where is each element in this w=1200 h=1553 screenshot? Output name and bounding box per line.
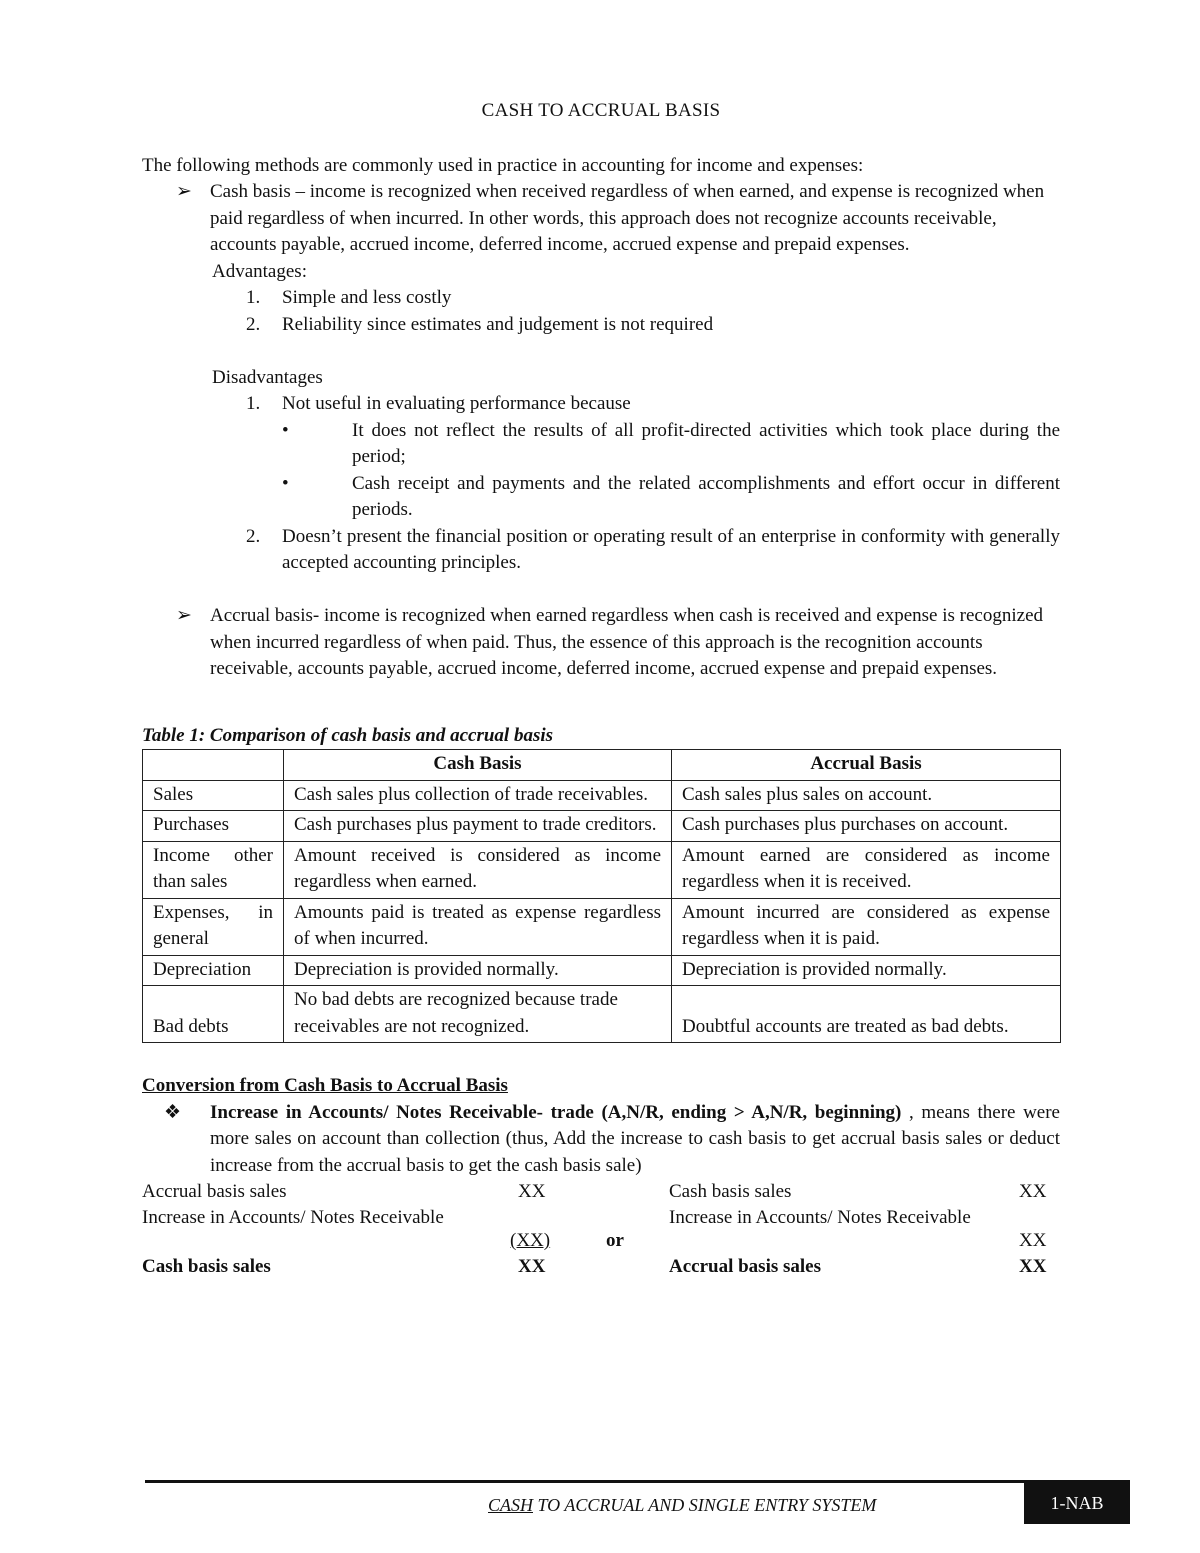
list-item: 2. Doesn’t present the financial position or operating result of an enterprise in conformity with generally accepted accounting principles. (246, 525, 1060, 573)
cash-basis-item (142, 179, 1060, 577)
table-cell: Amount earned are considered as income regardless when it is received. (672, 841, 1061, 898)
conversion-item-text: , means there were more sales on account than collection (thus, Add the increase to cash basis to get accrual basis sales or deduct increase from the accrual basis to get the cash basis sale) (210, 1101, 1060, 1176)
disadvantages-label: Disadvantages (212, 366, 323, 388)
advantages-label: Advantages: (212, 260, 307, 282)
row-label-cell: Expenses, in general (143, 898, 284, 955)
table-cell: Cash purchases plus payment to trade creditors. (284, 811, 672, 842)
table-row (143, 780, 1061, 811)
advantages-list (210, 285, 1060, 338)
page-content (142, 98, 1060, 1289)
column-header: Cash Basis (284, 750, 672, 781)
table-row (143, 955, 1061, 986)
table-row (143, 898, 1061, 955)
conversion-item (142, 1100, 1060, 1180)
table-row (143, 986, 1061, 1043)
page-number-badge: 1-NAB (1024, 1482, 1130, 1524)
calc-value: XX (1019, 1181, 1047, 1202)
diamond-bullet-icon: ❖ (164, 1101, 182, 1123)
row-label-cell: Bad debts (143, 986, 284, 1043)
conversion-item-title: Increase in Accounts/ Notes Receivable- trade (A,N/R, ending > A,N/R, beginning) (210, 1101, 902, 1123)
calc-label: Cash basis sales (669, 1181, 792, 1202)
table-caption: Table 1: Comparison of cash basis and accrual basis (142, 724, 554, 746)
or-label: or (606, 1230, 624, 1251)
footer-title: CASH TO ACCRUAL AND SINGLE ENTRY SYSTEM (488, 1495, 877, 1515)
row-label-cell: Income other than sales (143, 841, 284, 898)
list-item: 2. Reliability since estimates and judgement is not required (246, 313, 714, 335)
table-row (143, 841, 1061, 898)
table-cell: Cash sales plus collection of trade receivables. (284, 780, 672, 811)
calc-total-label: Accrual basis sales (669, 1256, 821, 1277)
table-cell: Cash purchases plus purchases on account. (672, 811, 1061, 842)
conversion-calculation (142, 1179, 1060, 1289)
calc-label: Accrual basis sales (142, 1181, 287, 1202)
footer-rule (145, 1480, 1130, 1483)
table-cell: Amount incurred are considered as expense regardless when it is paid. (672, 898, 1061, 955)
accrual-basis-text: Accrual basis- income is recognized when earned regardless when cash is received and expense is recognized when incurred regardless of when paid. Thus, the essence of this approach is the recognition accounts receivable, accounts payable, accrued income, deferred income, accrued expense and prepaid expenses. (210, 605, 1044, 679)
table-cell: Depreciation is provided normally. (284, 955, 672, 986)
bullet-dot-icon: • (282, 472, 289, 494)
column-header: Accrual Basis (672, 750, 1061, 781)
calc-label: Increase in Accounts/ Notes Receivable (669, 1207, 971, 1228)
row-label-cell: Purchases (143, 811, 284, 842)
table-header-row (143, 750, 1061, 781)
row-label-cell: Sales (143, 780, 284, 811)
bullet-dot-icon: • (282, 419, 289, 441)
calc-value: XX (518, 1181, 546, 1202)
disadvantages-list (210, 391, 1060, 577)
calc-total-label: Cash basis sales (142, 1256, 271, 1277)
calc-total-value: XX (1019, 1256, 1047, 1277)
table-cell: Amounts paid is treated as expense regardless of when incurred. (284, 898, 672, 955)
table-cell: Depreciation is provided normally. (672, 955, 1061, 986)
list-item: 1. Simple and less costly (246, 287, 452, 308)
calc-value: (XX) (510, 1230, 551, 1251)
intro-paragraph: The following methods are commonly used in practice in accounting for income and expenses: (142, 154, 864, 176)
comparison-table (142, 749, 1061, 1043)
page-title: CASH TO ACCRUAL BASIS (481, 100, 721, 121)
table-cell: Cash sales plus sales on account. (672, 780, 1061, 811)
accrual-basis-item (142, 603, 1060, 683)
table-cell: No bad debts are recognized because trade receivables are not recognized. (284, 986, 672, 1043)
arrow-bullet-icon: ➢ (176, 181, 192, 202)
table-cell: Amount received is considered as income regardless when earned. (284, 841, 672, 898)
list-item: 1. Not useful in evaluating performance because • It does not reflect the results of all profit-directed activities which took place during the period; • Cash receipt and payments and the related accomplishments and effort occur in different periods. (210, 391, 1060, 524)
calc-label: Increase in Accounts/ Notes Receivable (142, 1207, 444, 1228)
arrow-bullet-icon: ➢ (176, 605, 192, 626)
column-header (143, 750, 284, 781)
row-label-cell: Depreciation (143, 955, 284, 986)
conversion-heading: Conversion from Cash Basis to Accrual Basis (142, 1075, 508, 1096)
bullet-item: • Cash receipt and payments and the related accomplishments and effort occur in different periods. (282, 471, 1060, 524)
calc-value: XX (1019, 1230, 1047, 1251)
bullet-item: • It does not reflect the results of all profit-directed activities which took place during the period; (282, 418, 1060, 471)
cash-basis-text: Cash basis – income is recognized when received regardless of when earned, and expense is recognized when paid regardless of when incurred. In other words, this approach does not recognize accounts receivable, accounts payable, accrued income, deferred income, accrued expense and prepaid expenses. (210, 181, 1045, 255)
table-cell: Doubtful accounts are treated as bad debts. (672, 986, 1061, 1043)
table-row (143, 811, 1061, 842)
calc-total-value: XX (518, 1256, 546, 1277)
